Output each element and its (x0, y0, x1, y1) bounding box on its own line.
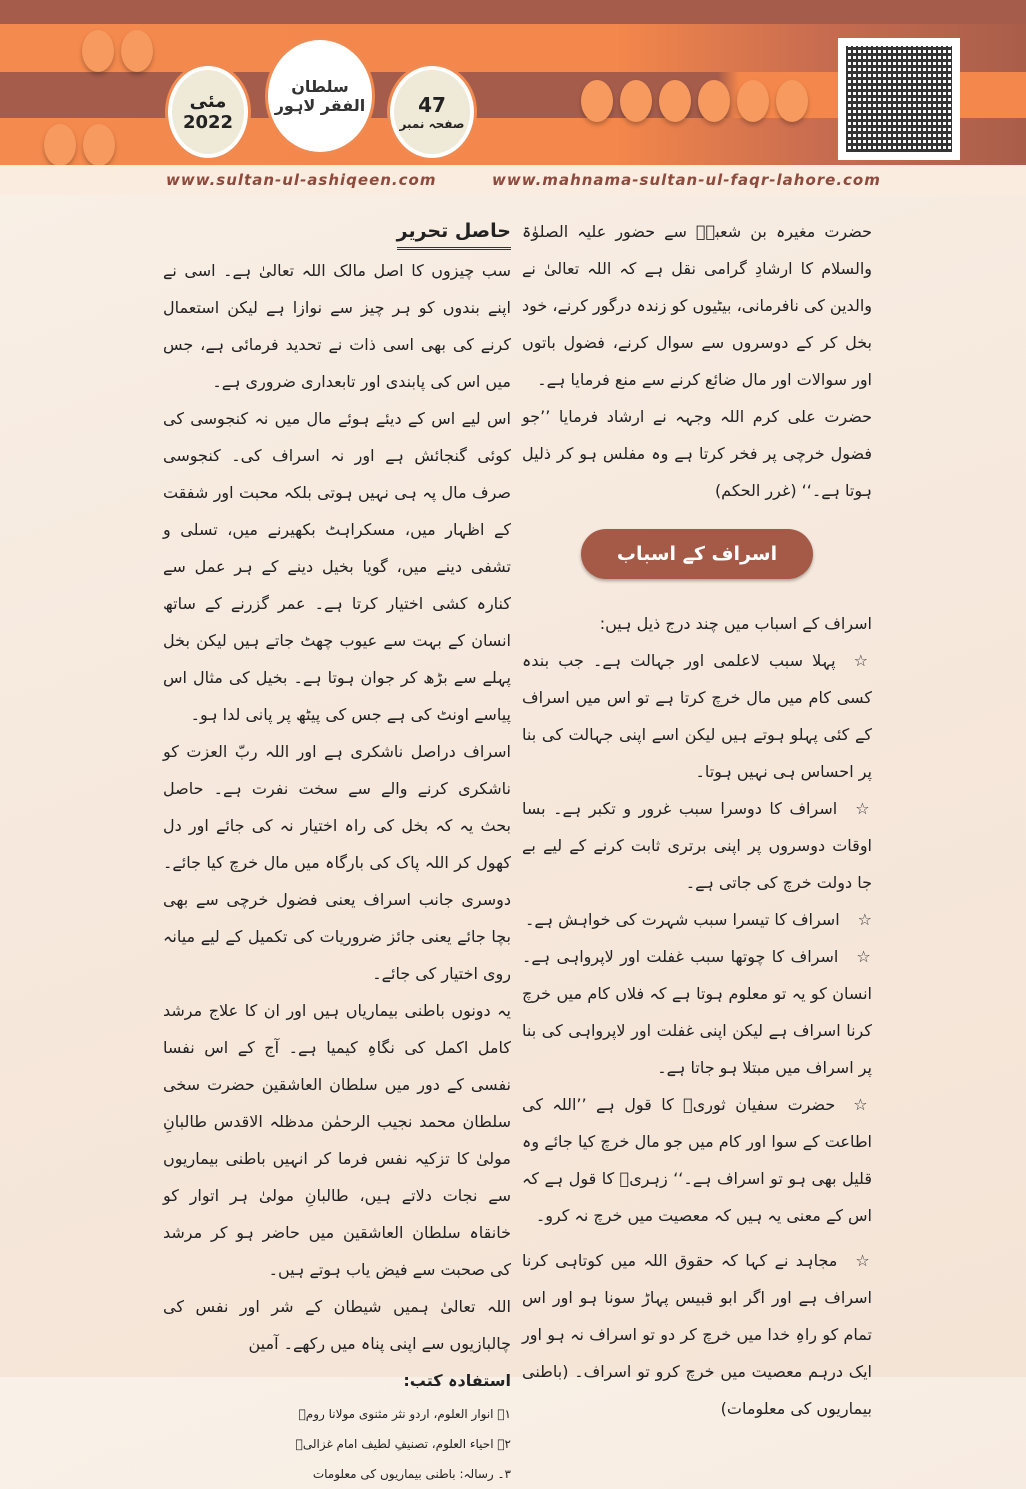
page-number-badge (390, 66, 474, 158)
decor-circle (82, 30, 114, 72)
paragraph: اسراف کے اسباب میں چند درج ذیل ہیں: (599, 614, 872, 633)
page-label: صفحہ نمبر (399, 117, 465, 131)
list-item: ☆اسراف کا چوتھا سبب غفلت اور لاپرواہی ہے۔ انسان کو یہ تو معلوم ہوتا ہے کہ فلاں کام میں خرچ کرنا اسراف ہے لیکن اپنی غفلت اور لاپرواہی کی بنا پر اسراف میں مبتلا ہو جاتا ہے۔ (522, 947, 873, 1077)
star-outline-icon: ☆ (853, 651, 873, 670)
decor-circle (44, 124, 76, 166)
decor-circle (83, 124, 115, 166)
left-column (163, 213, 511, 1489)
list-item: ☆اسراف کا تیسرا سبب شہرت کی خواہش ہے۔ (524, 910, 872, 929)
decor-circle (737, 80, 769, 122)
reference-item: ۲۔ احیاء العلوم، تصنیفِ لطیف امام غزالیؒ (295, 1437, 511, 1451)
star-outline-icon: ☆ (857, 910, 872, 929)
paragraph: حضرت مغیرہ بن شعبہؓ سے حضور علیہ الصلوٰۃ والسلام کا ارشادِ گرامی نقل ہے کہ اللہ تعالیٰ نے والدین کی نافرمانی، بیٹیوں کو زندہ درگور کرنے، خود بخل کر کے دوسروں سے سوال کرنے، فضول باتوں اور سوالات اور مال ضائع کرنے سے منع فرمایا ہے۔ (522, 222, 872, 389)
decor-circle (659, 80, 691, 122)
right-column (522, 213, 872, 1427)
star-outline-icon: ☆ (855, 1251, 872, 1270)
conclusion-heading: حاصل تحریر (397, 215, 511, 250)
page-number: 47 (418, 93, 446, 117)
list-item: ☆مجاہد نے کہا کہ حقوق اللہ میں کوتاہی کرنا اسراف ہے اور اگر ابو قبیس پہاڑ سونا ہو اور اس تمام کو راہِ خدا میں خرچ کر دو تو اسراف نہ ہو اور ایک درہم معصیت میں خرچ کرو تو اسراف۔ (باطنی بیماریوں کی معلومات) (522, 1251, 872, 1418)
decor-circle (581, 80, 613, 122)
reference-item: ۱۔ انوار العلوم، اردو نثر مثنوی مولانا رومؒ (298, 1407, 511, 1421)
paragraph: سب چیزوں کا اصل مالک اللہ تعالیٰ ہے۔ اسی نے اپنے بندوں کو ہر چیز سے نوازا ہے لیکن استعمال کرنے کی بھی اسی ذات نے تحدید فرمائی ہے، جس میں اس کی پابندی اور تابعداری ضروری ہے۔ (163, 261, 511, 391)
section-heading: اسراف کے اسباب (581, 529, 813, 579)
paragraph: حضرت علی کرم اللہ وجہہ نے ارشاد فرمایا ’’جو فضول خرچی پر فخر کرتا ہے وہ مفلس ہو کر ذلیل ہوتا ہے۔‘‘ (غرر الحکم) (522, 407, 872, 500)
star-outline-icon: ☆ (855, 799, 873, 818)
magazine-logo (268, 40, 372, 152)
paragraph: اسراف دراصل ناشکری ہے اور اللہ ربّ العزت کو ناشکری کرنے والے سے سخت نفرت ہے۔ حاصل بحث یہ کہ بخل کی راہ اختیار نہ کی جائے اور دل کھول کر اللہ پاک کی بارگاہ میں مال خرچ کیا جائے۔ دوسری جانب اسراف یعنی فضول خرچی سے بھی بچا جائے یعنی جائز ضروریات کی تکمیل کے لیے میانہ روی اختیار کی جائے۔ (163, 742, 511, 983)
issue-month: مئی (189, 91, 227, 112)
paragraph: یہ دونوں باطنی بیماریاں ہیں اور ان کا علاج مرشد کامل اکمل کی نگاہِ کیمیا ہے۔ آج کے اس نفسا نفسی کے دور میں سلطان العاشقین حضرت سخی سلطان محمد نجیب الرحمٰن مدظلہ الاقدس طالبانِ مولیٰ کا تزکیہ نفس فرما کر انہیں باطنی بیماریوں سے نجات دلاتے ہیں، طالبانِ مولیٰ ہر اتوار کو خانقاہ سلطان العاشقین میں حاضر ہو کر مرشد کی صحبت سے فیض یاب ہوتے ہیں۔ (163, 1001, 511, 1279)
stripe (0, 0, 1026, 24)
references-list (163, 1399, 511, 1489)
decor-circle (620, 80, 652, 122)
decor-circle (121, 30, 153, 72)
issue-date-badge (168, 66, 248, 158)
website-bar (0, 165, 1026, 195)
masthead-banner (0, 0, 1026, 165)
issue-year: 2022 (182, 112, 234, 133)
list-item: ☆پہلا سبب لاعلمی اور جہالت ہے۔ جب بندہ کسی کام میں مال خرچ کرتا ہے تو اس میں اسراف کے کئی پہلو ہوتے ہیں لیکن اسے اپنی جہالت کی بنا پر احساس ہی نہیں ہوتا۔ (522, 651, 873, 781)
logo-text: سلطان الفقر لاہور (274, 77, 366, 115)
decor-circle (776, 80, 808, 122)
website-link[interactable]: www.mahnama-sultan-ul-faqr-lahore.com (492, 171, 881, 189)
decor-circle (698, 80, 730, 122)
list-item: ☆حضرت سفیان ثوریؒ کا قول ہے ’’اللہ کی اطاعت کے سوا اور کام میں جو مال خرچ کیا جائے وہ قلیل بھی ہو تو اسراف ہے۔‘‘ زہریؒ کا قول ہے کہ اس کے معنی یہ ہیں کہ معصیت میں خرچ نہ کرو۔ (522, 1095, 872, 1225)
references-heading: استفادہ کتب: (403, 1371, 511, 1390)
qr-code-icon[interactable] (838, 38, 960, 160)
reference-item: ۳۔ رسالہ: باطنی بیماریوں کی معلومات (312, 1467, 511, 1481)
star-outline-icon: ☆ (853, 1095, 872, 1114)
website-link[interactable]: www.sultan-ul-ashiqeen.com (166, 171, 437, 189)
list-item: ☆اسراف کا دوسرا سبب غرور و تکبر ہے۔ بسا اوقات دوسروں پر اپنی برتری ثابت کرنے کے لیے بے جا دولت خرچ کی جاتی ہے۔ (522, 799, 873, 892)
paragraph: اس لیے اس کے دیئے ہوئے مال میں نہ کنجوسی کی کوئی گنجائش ہے اور نہ اسراف کی۔ کنجوسی صرف مال پہ ہی نہیں ہوتی بلکہ محبت اور شفقت کے اظہار میں، مسکراہٹ بکھیرنے میں، تسلی و تشفی دینے میں، گویا بخیل دینے کے ہر عمل سے کنارہ کشی اختیار کرتا ہے۔ عمر گزرنے کے ساتھ انسان کے بہت سے عیوب چھٹ جاتے ہیں لیکن بخل پہلے سے بڑھ کر جوان ہوتا ہے۔ بخیل کی مثال اس پیاسے اونٹ کی ہے جس کی پیٹھ پر پانی لدا ہو۔ (163, 409, 511, 724)
paragraph: اللہ تعالیٰ ہمیں شیطان کے شر اور نفس کی چالبازیوں سے اپنی پناہ میں رکھے۔ آمین (163, 1297, 511, 1353)
star-outline-icon: ☆ (856, 947, 873, 966)
